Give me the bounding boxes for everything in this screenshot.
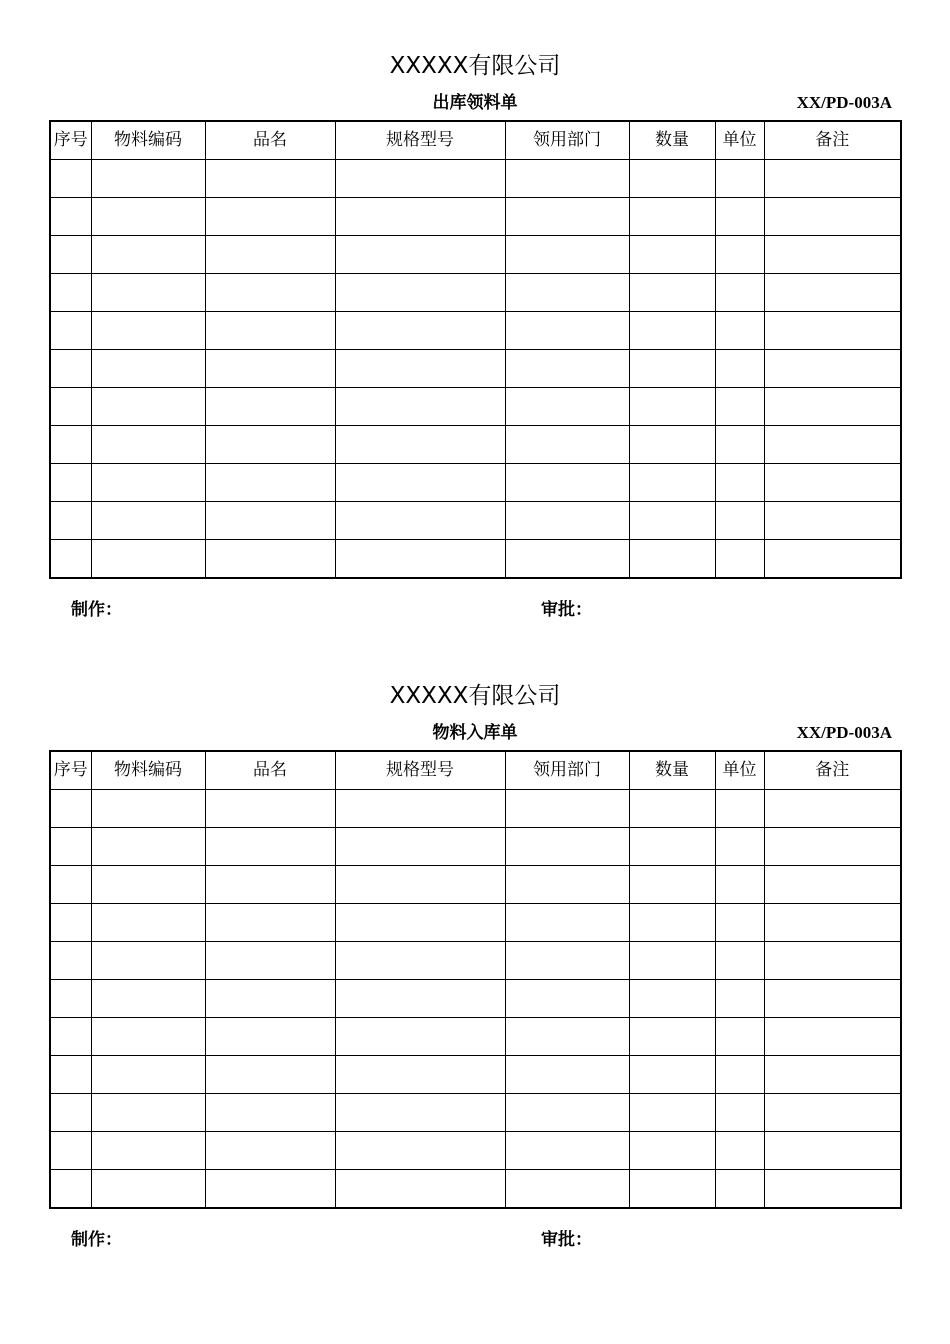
table-cell[interactable]: [505, 236, 629, 274]
header-serial-no: 序号: [50, 751, 91, 790]
table-row: [50, 160, 901, 198]
table-row: [50, 1018, 901, 1056]
table-cell[interactable]: [335, 904, 505, 942]
table-cell[interactable]: [91, 1170, 205, 1209]
table-cell[interactable]: [50, 502, 91, 540]
table-cell[interactable]: [335, 312, 505, 350]
table-cell[interactable]: [505, 980, 629, 1018]
table-cell[interactable]: [629, 388, 715, 426]
table-cell[interactable]: [205, 388, 335, 426]
table-cell[interactable]: [205, 942, 335, 980]
table-row: [50, 980, 901, 1018]
table-cell[interactable]: [629, 790, 715, 828]
table-cell[interactable]: [91, 790, 205, 828]
table-cell[interactable]: [205, 866, 335, 904]
table-cell[interactable]: [715, 502, 764, 540]
table-cell[interactable]: [505, 942, 629, 980]
inbound-table: [49, 750, 902, 1209]
table-cell[interactable]: [629, 828, 715, 866]
table-row: [50, 866, 901, 904]
table-cell[interactable]: [764, 1018, 901, 1056]
table-cell[interactable]: [505, 1056, 629, 1094]
table-cell[interactable]: [715, 1056, 764, 1094]
table-cell[interactable]: [50, 274, 91, 312]
table-cell[interactable]: [505, 502, 629, 540]
table-cell[interactable]: [629, 1132, 715, 1170]
table-cell[interactable]: [764, 350, 901, 388]
table-cell[interactable]: [205, 1018, 335, 1056]
form-code: XX/PD-003A: [796, 723, 892, 742]
table-cell[interactable]: [50, 980, 91, 1018]
table-cell[interactable]: [91, 980, 205, 1018]
table-cell[interactable]: [764, 790, 901, 828]
table-cell[interactable]: [715, 426, 764, 464]
table-cell[interactable]: [505, 426, 629, 464]
table-row: [50, 426, 901, 464]
table-cell[interactable]: [335, 198, 505, 236]
table-cell[interactable]: [50, 1132, 91, 1170]
table-cell[interactable]: [50, 464, 91, 502]
table-cell[interactable]: [91, 904, 205, 942]
table-header-row: [50, 751, 901, 790]
table-cell[interactable]: [335, 942, 505, 980]
table-cell[interactable]: [335, 1170, 505, 1209]
maker-label: 制作：: [71, 1230, 122, 1250]
table-row: [50, 502, 901, 540]
table-cell[interactable]: [91, 540, 205, 579]
table-cell[interactable]: [764, 1170, 901, 1209]
table-cell[interactable]: [335, 502, 505, 540]
table-cell[interactable]: [205, 350, 335, 388]
table-cell[interactable]: [764, 464, 901, 502]
table-cell[interactable]: [629, 942, 715, 980]
header-department: 领用部门: [505, 121, 629, 160]
table-cell[interactable]: [91, 1056, 205, 1094]
table-cell[interactable]: [335, 426, 505, 464]
table-cell[interactable]: [91, 828, 205, 866]
table-cell[interactable]: [715, 312, 764, 350]
table-cell[interactable]: [91, 236, 205, 274]
table-row: [50, 904, 901, 942]
table-cell[interactable]: [715, 464, 764, 502]
table-cell[interactable]: [629, 160, 715, 198]
table-cell[interactable]: [205, 274, 335, 312]
table-cell[interactable]: [505, 312, 629, 350]
table-cell[interactable]: [629, 1170, 715, 1209]
table-cell[interactable]: [715, 866, 764, 904]
table-cell[interactable]: [50, 312, 91, 350]
table-cell[interactable]: [50, 828, 91, 866]
table-cell[interactable]: [715, 1094, 764, 1132]
table-cell[interactable]: [764, 1132, 901, 1170]
table-row: [50, 942, 901, 980]
table-cell[interactable]: [205, 1094, 335, 1132]
company-name: XXXXX有限公司: [389, 53, 561, 79]
table-row: [50, 540, 901, 579]
table-cell[interactable]: [715, 1132, 764, 1170]
table-cell[interactable]: [764, 274, 901, 312]
table-cell[interactable]: [205, 1170, 335, 1209]
header-material-code: 物料编码: [91, 121, 205, 160]
table-cell[interactable]: [335, 464, 505, 502]
table-row: [50, 1132, 901, 1170]
table-cell[interactable]: [335, 236, 505, 274]
table-cell[interactable]: [505, 1018, 629, 1056]
table-cell[interactable]: [50, 790, 91, 828]
table-cell[interactable]: [335, 1094, 505, 1132]
table-cell[interactable]: [50, 388, 91, 426]
table-cell[interactable]: [715, 904, 764, 942]
table-cell[interactable]: [629, 1018, 715, 1056]
table-row: [50, 236, 901, 274]
table-cell[interactable]: [629, 274, 715, 312]
table-cell[interactable]: [764, 198, 901, 236]
table-cell[interactable]: [50, 198, 91, 236]
table-cell[interactable]: [50, 1170, 91, 1209]
table-cell[interactable]: [505, 160, 629, 198]
table-cell[interactable]: [629, 198, 715, 236]
table-cell[interactable]: [715, 160, 764, 198]
header-remarks: 备注: [764, 121, 901, 160]
table-cell[interactable]: [505, 350, 629, 388]
table-cell[interactable]: [205, 1132, 335, 1170]
table-cell[interactable]: [505, 198, 629, 236]
company-name: XXXXX有限公司: [389, 683, 561, 709]
header-remarks: 备注: [764, 751, 901, 790]
table-cell[interactable]: [715, 942, 764, 980]
table-cell[interactable]: [764, 540, 901, 579]
table-cell[interactable]: [91, 1132, 205, 1170]
table-row: [50, 388, 901, 426]
table-cell[interactable]: [91, 274, 205, 312]
table-cell[interactable]: [335, 274, 505, 312]
table-cell[interactable]: [50, 1094, 91, 1132]
table-cell[interactable]: [764, 980, 901, 1018]
table-cell[interactable]: [91, 502, 205, 540]
table-cell[interactable]: [505, 540, 629, 579]
table-row: [50, 1056, 901, 1094]
header-quantity: 数量: [629, 121, 715, 160]
table-cell[interactable]: [50, 866, 91, 904]
table-cell[interactable]: [205, 198, 335, 236]
requisition-table: [49, 120, 902, 579]
table-cell[interactable]: [205, 464, 335, 502]
table-cell[interactable]: [50, 426, 91, 464]
table-cell[interactable]: [50, 540, 91, 579]
table-cell[interactable]: [505, 464, 629, 502]
table-row: [50, 1094, 901, 1132]
table-cell[interactable]: [205, 540, 335, 579]
table-cell[interactable]: [335, 866, 505, 904]
header-spec-model: 规格型号: [335, 751, 505, 790]
table-cell[interactable]: [629, 236, 715, 274]
table-cell[interactable]: [505, 904, 629, 942]
table-cell[interactable]: [335, 540, 505, 579]
header-product-name: 品名: [205, 121, 335, 160]
table-cell[interactable]: [629, 904, 715, 942]
form-code: XX/PD-003A: [796, 93, 892, 112]
table-cell[interactable]: [91, 866, 205, 904]
table-body: [50, 160, 901, 579]
table-cell[interactable]: [91, 1018, 205, 1056]
table-cell[interactable]: [50, 942, 91, 980]
table-cell[interactable]: [335, 828, 505, 866]
table-cell[interactable]: [91, 426, 205, 464]
table-cell[interactable]: [764, 1056, 901, 1094]
header-serial-no: 序号: [50, 121, 91, 160]
table-cell[interactable]: [91, 198, 205, 236]
table-cell[interactable]: [764, 502, 901, 540]
table-cell[interactable]: [335, 790, 505, 828]
header-spec-model: 规格型号: [335, 121, 505, 160]
table-cell[interactable]: [91, 388, 205, 426]
table-cell[interactable]: [205, 160, 335, 198]
header-unit: 单位: [715, 751, 764, 790]
table-cell[interactable]: [629, 350, 715, 388]
table-cell[interactable]: [505, 1170, 629, 1209]
table-cell[interactable]: [715, 388, 764, 426]
table-cell[interactable]: [629, 1094, 715, 1132]
header-product-name: 品名: [205, 751, 335, 790]
table-cell[interactable]: [629, 502, 715, 540]
table-cell[interactable]: [205, 1056, 335, 1094]
table-cell[interactable]: [205, 312, 335, 350]
form-title: 出库领料单: [432, 93, 518, 113]
table-cell[interactable]: [764, 866, 901, 904]
table-cell[interactable]: [335, 1018, 505, 1056]
table-cell[interactable]: [505, 274, 629, 312]
table-cell[interactable]: [205, 790, 335, 828]
table-cell[interactable]: [715, 350, 764, 388]
table-cell[interactable]: [715, 540, 764, 579]
table-cell[interactable]: [764, 236, 901, 274]
table-cell[interactable]: [91, 464, 205, 502]
table-cell[interactable]: [629, 426, 715, 464]
table-cell[interactable]: [715, 828, 764, 866]
form-title: 物料入库单: [432, 723, 518, 743]
table-cell[interactable]: [715, 980, 764, 1018]
header-material-code: 物料编码: [91, 751, 205, 790]
table-cell[interactable]: [335, 980, 505, 1018]
table-cell[interactable]: [91, 1094, 205, 1132]
table-cell[interactable]: [205, 426, 335, 464]
table-cell[interactable]: [91, 350, 205, 388]
table-cell[interactable]: [715, 236, 764, 274]
table-cell[interactable]: [715, 1018, 764, 1056]
table-cell[interactable]: [50, 160, 91, 198]
table-cell[interactable]: [715, 790, 764, 828]
table-cell[interactable]: [91, 942, 205, 980]
table-row: [50, 790, 901, 828]
table-cell[interactable]: [715, 1170, 764, 1209]
table-cell[interactable]: [715, 274, 764, 312]
table-cell[interactable]: [335, 350, 505, 388]
table-cell[interactable]: [505, 828, 629, 866]
table-cell[interactable]: [764, 388, 901, 426]
table-cell[interactable]: [335, 1056, 505, 1094]
table-cell[interactable]: [764, 1094, 901, 1132]
table-cell[interactable]: [50, 350, 91, 388]
table-cell[interactable]: [629, 540, 715, 579]
table-cell[interactable]: [629, 980, 715, 1018]
table-cell[interactable]: [505, 388, 629, 426]
table-cell[interactable]: [764, 942, 901, 980]
table-cell[interactable]: [505, 1094, 629, 1132]
table-cell[interactable]: [629, 866, 715, 904]
table-cell[interactable]: [205, 828, 335, 866]
table-row: [50, 828, 901, 866]
table-cell[interactable]: [715, 198, 764, 236]
table-cell[interactable]: [629, 312, 715, 350]
table-cell[interactable]: [91, 160, 205, 198]
table-body: [50, 790, 901, 1209]
table-cell[interactable]: [50, 1018, 91, 1056]
table-row: [50, 1170, 901, 1209]
table-row: [50, 464, 901, 502]
table-row: [50, 274, 901, 312]
table-cell[interactable]: [764, 828, 901, 866]
approver-label: 审批：: [541, 1230, 592, 1250]
table-cell[interactable]: [335, 388, 505, 426]
table-cell[interactable]: [764, 312, 901, 350]
table-cell[interactable]: [335, 1132, 505, 1170]
table-cell[interactable]: [629, 464, 715, 502]
table-row: [50, 350, 901, 388]
table-cell[interactable]: [764, 426, 901, 464]
table-cell[interactable]: [205, 236, 335, 274]
table-cell[interactable]: [505, 1132, 629, 1170]
table-cell[interactable]: [205, 502, 335, 540]
header-unit: 单位: [715, 121, 764, 160]
table-row: [50, 198, 901, 236]
table-cell[interactable]: [50, 904, 91, 942]
maker-label: 制作：: [71, 600, 122, 620]
table-cell[interactable]: [50, 236, 91, 274]
table-cell[interactable]: [91, 312, 205, 350]
table-header-row: [50, 121, 901, 160]
table-row: [50, 312, 901, 350]
table-cell[interactable]: [764, 160, 901, 198]
table-cell[interactable]: [764, 904, 901, 942]
table-cell[interactable]: [629, 1056, 715, 1094]
header-department: 领用部门: [505, 751, 629, 790]
table-cell[interactable]: [205, 980, 335, 1018]
table-cell[interactable]: [505, 790, 629, 828]
table-cell[interactable]: [205, 904, 335, 942]
approver-label: 审批：: [541, 600, 592, 620]
table-cell[interactable]: [335, 160, 505, 198]
table-cell[interactable]: [505, 866, 629, 904]
header-quantity: 数量: [629, 751, 715, 790]
table-cell[interactable]: [50, 1056, 91, 1094]
